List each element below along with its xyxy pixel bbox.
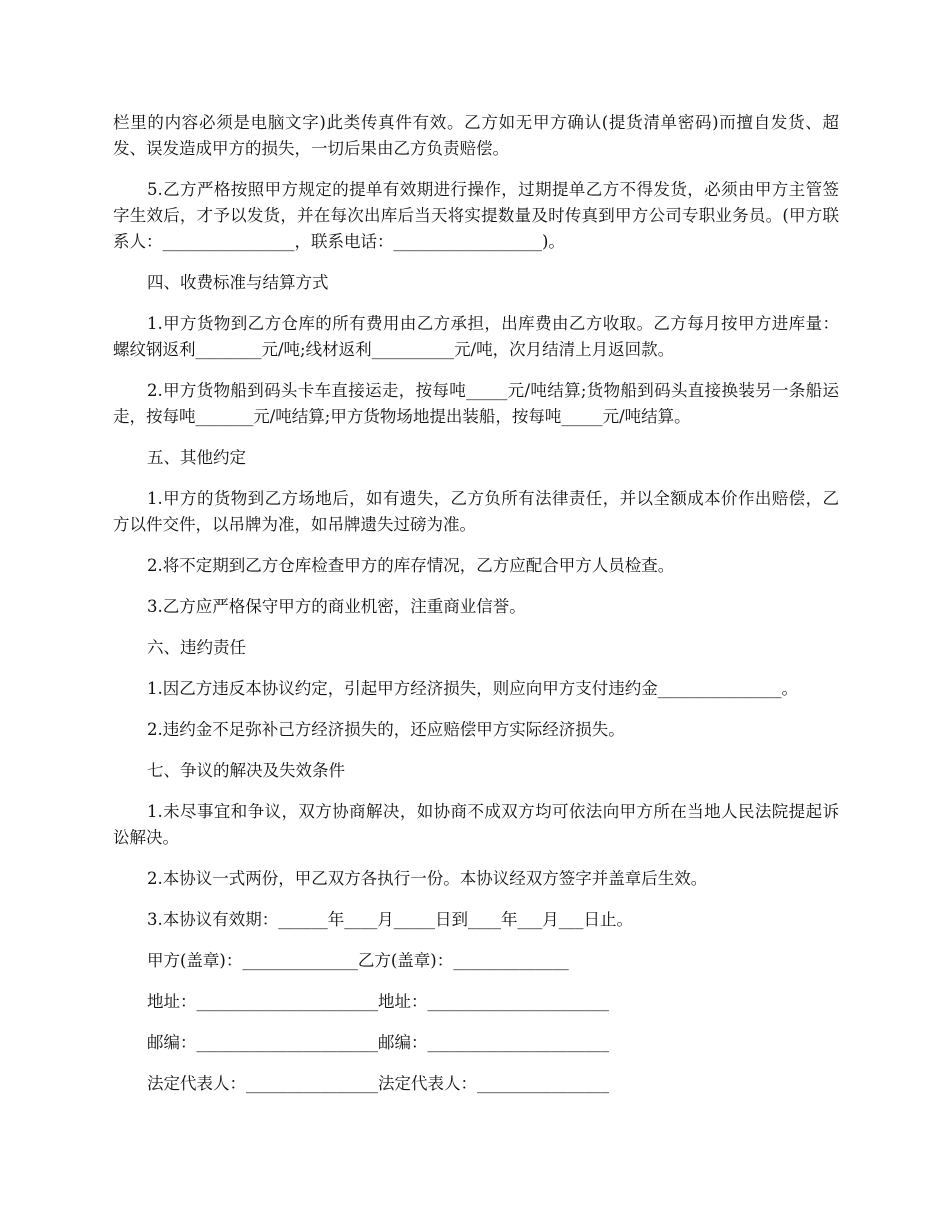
paragraph-other-2: 2.将不定期到乙方仓库检查甲方的库存情况，乙方应配合甲方人员检查。 [147, 556, 675, 575]
section-heading-liability: 六、违约责任 [147, 638, 246, 657]
paragraph-other-1: 1.甲方的货物到乙方场地后，如有遗失，乙方负所有法律责任，并以全额成本价作出赔偿，乙方以件交件，以吊牌为准，如吊牌遗失过磅为准。 [113, 489, 839, 534]
section-heading-other: 五、其他约定 [147, 448, 246, 467]
section-heading-disputes: 七、争议的解决及失效条件 [147, 761, 345, 780]
signature-address-line: 地址：______________________地址：______________________ [147, 992, 609, 1011]
paragraph-other-3: 3.乙方应严格保守甲方的商业机密，注重商业信誉。 [147, 597, 526, 616]
signature-legal-rep-line: 法定代表人：________________法定代表人：________________ [147, 1074, 609, 1093]
paragraph-continuation: 栏里的内容必须是电脑文字)此类传真件有效。乙方如无甲方确认(提货清单密码)而擅自发货、超发、误发造成甲方的损失，一切后果由乙方负责赔偿。 [113, 113, 839, 158]
paragraph-fees-2: 2.甲方货物船到码头卡车直接运走，按每吨_____元/吨结算;货物船到码头直接换装另一条船运走，按每吨_______元/吨结算;甲方货物场地提出装船，按每吨_____元/吨结算。 [113, 381, 839, 426]
paragraph-disputes-3: 3.本协议有效期：______年____月_____日到____年___月___日止。 [147, 910, 633, 929]
paragraph-fees-1: 1.甲方货物到乙方仓库的所有费用由乙方承担，出库费由乙方收取。乙方每月按甲方进库量：螺纹钢返利________元/吨;线材返利__________元/吨，次月结清上月返回款。 [113, 314, 839, 359]
document-page [113, 110, 839, 1112]
paragraph-disputes-2: 2.本协议一式两份，甲乙双方各执行一份。本协议经双方签字并盖章后生效。 [147, 869, 708, 888]
paragraph-liability-1: 1.因乙方违反本协议约定，引起甲方经济损失，则应向甲方支付违约金_______________。 [147, 679, 798, 698]
section-heading-fees: 四、收费标准与结算方式 [147, 273, 329, 292]
paragraph-clause-5: 5.乙方严格按照甲方规定的提单有效期进行操作，过期提单乙方不得发货，必须由甲方主管签字生效后，才予以发货，并在每次出库后当天将实提数量及时传真到甲方公司专职业务员。(甲方联系人：________________，联系电话：__________________)。 [113, 180, 839, 251]
signature-postcode-line: 邮编：______________________邮编：______________________ [147, 1033, 609, 1052]
signature-seal-line: 甲方(盖章)：______________乙方(盖章)：______________ [147, 951, 569, 970]
paragraph-disputes-1: 1.未尽事宜和争议，双方协商解决，如协商不成双方均可依法向甲方所在当地人民法院提起诉讼解决。 [113, 802, 839, 847]
paragraph-liability-2: 2.违约金不足弥补己方经济损失的，还应赔偿甲方实际经济损失。 [147, 720, 625, 739]
